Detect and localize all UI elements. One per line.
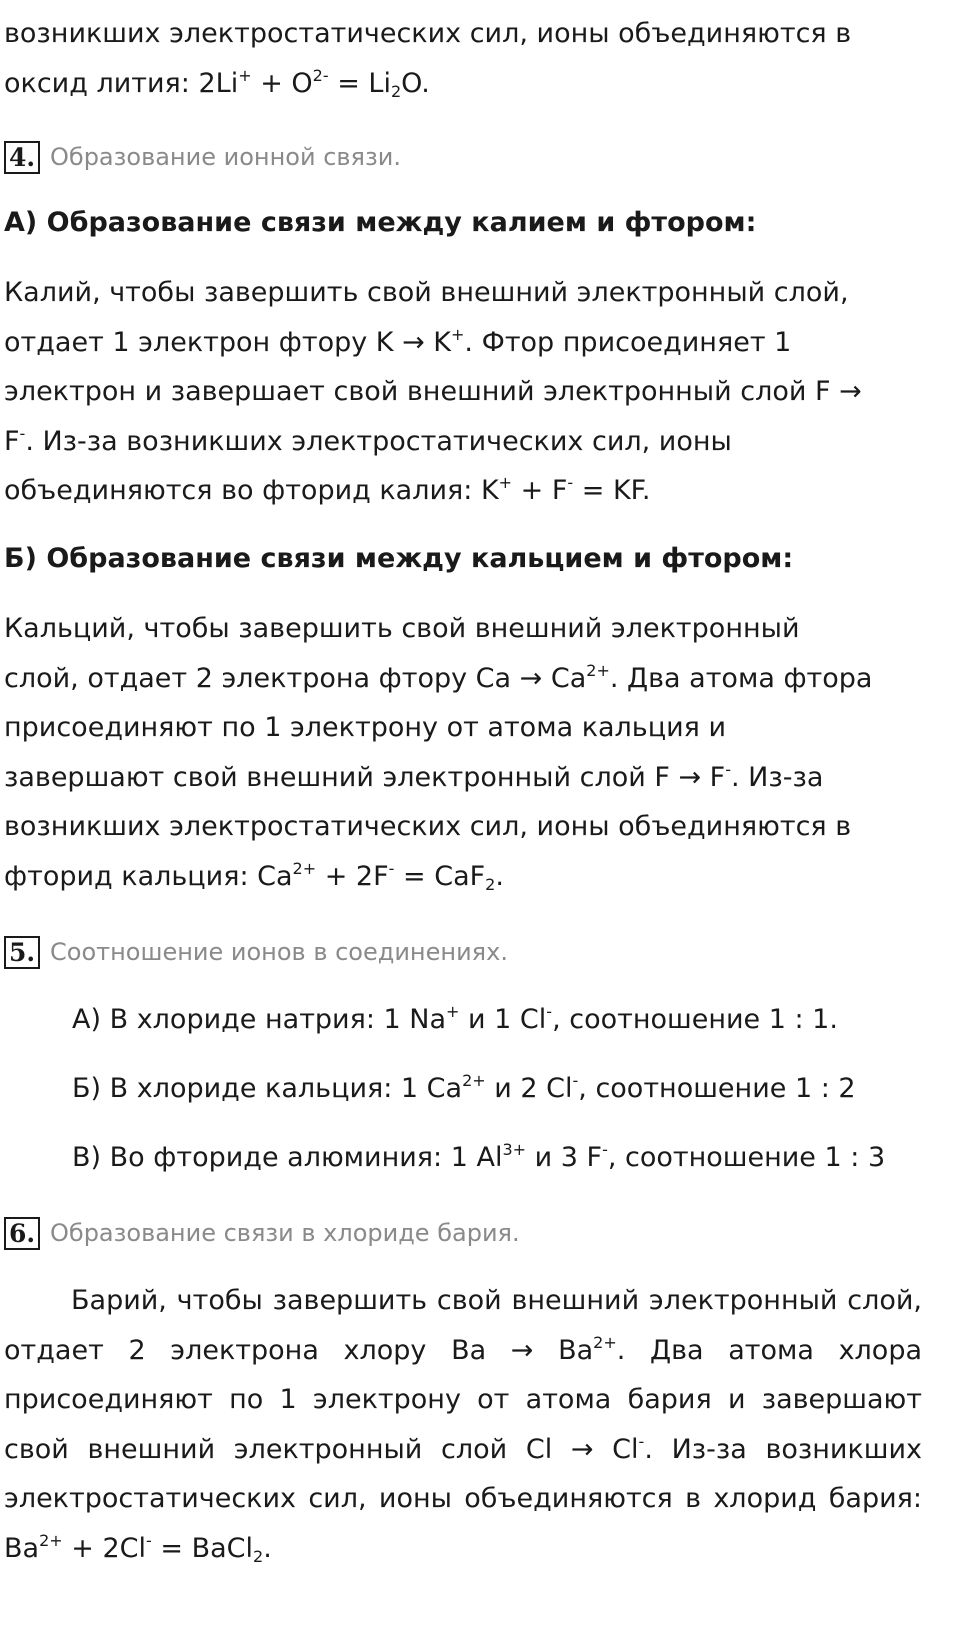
task-5-header: [4, 932, 508, 972]
section-heading-b: Б) Образование связи между кальцием и фтором:: [4, 543, 794, 574]
task-title: Образование связи в хлориде бария.: [50, 1219, 520, 1247]
task-number-box: 4.: [4, 141, 40, 174]
paragraph-calcium-fluorine: Кальций, чтобы завершить свой внешний электронный слой, отдает 2 электрона фтору $Ca \to Ca^{2+}$. Два атома фтора присоединяют по 1 электрону от атома кальция и завершают свой внешний электронный слой F → F-. Из-за возникших электростатических сил, ионы объединяются в фторид кальция: $Ca^{2+} + 2F^- = CaF_2$.: [4, 613, 873, 894]
intro-paragraph: возникших электростатических сил, ионы объединяются в оксид лития: $2Li^+ + O^{2-} = Li_2O$.: [4, 18, 852, 101]
paragraph-potassium-fluorine: Калий, чтобы завершить свой внешний электронный слой, отдает 1 электрон фтору K → K+. Фтор присоединяет 1 электрон и завершает свой внешний электронный слой F → F-. Из-за возникших электростатических сил, ионы объединяются во фторид калия: K+ + F- = KF.: [4, 277, 862, 506]
task-title: Соотношение ионов в соединениях.: [50, 938, 508, 966]
list-item: В) Во фториде алюминия: 1 $Al^{3+}$ и 3 F-, соотношение 1 : 3: [72, 1140, 886, 1173]
task-4-header: [4, 137, 401, 177]
list-item: А) В хлориде натрия: 1 Na+ и 1 Cl-, соотношение 1 : 1.: [72, 1002, 838, 1035]
task-6-header: [4, 1213, 520, 1253]
task-number-box: 6.: [4, 1217, 40, 1250]
list-item: Б) В хлориде кальция: 1 $Ca^{2+}$ и 2 Cl-, соотношение 1 : 2: [72, 1071, 856, 1104]
task-number-box: 5.: [4, 936, 40, 969]
section-heading-a: А) Образование связи между калием и фтором:: [4, 207, 757, 238]
paragraph-barium-chloride: Барий, чтобы завершить свой внешний электронный слой, отдает 2 электрона хлору $Ba \to Ba^{2+}$. Два атома хлора присоединяют по 1 электрону от атома бария и завершают свой внешний электронный слой Cl → Cl-. Из-за возникших электростатических сил, ионы объединяются в хлорид бария: $Ba^{2+} + 2Cl^-$ = BaCl$_2$.: [4, 1285, 923, 1566]
task-title: Образование ионной связи.: [50, 143, 401, 171]
intro-line-1: возникших электростатических сил, ионы объединяются в: [4, 18, 852, 49]
